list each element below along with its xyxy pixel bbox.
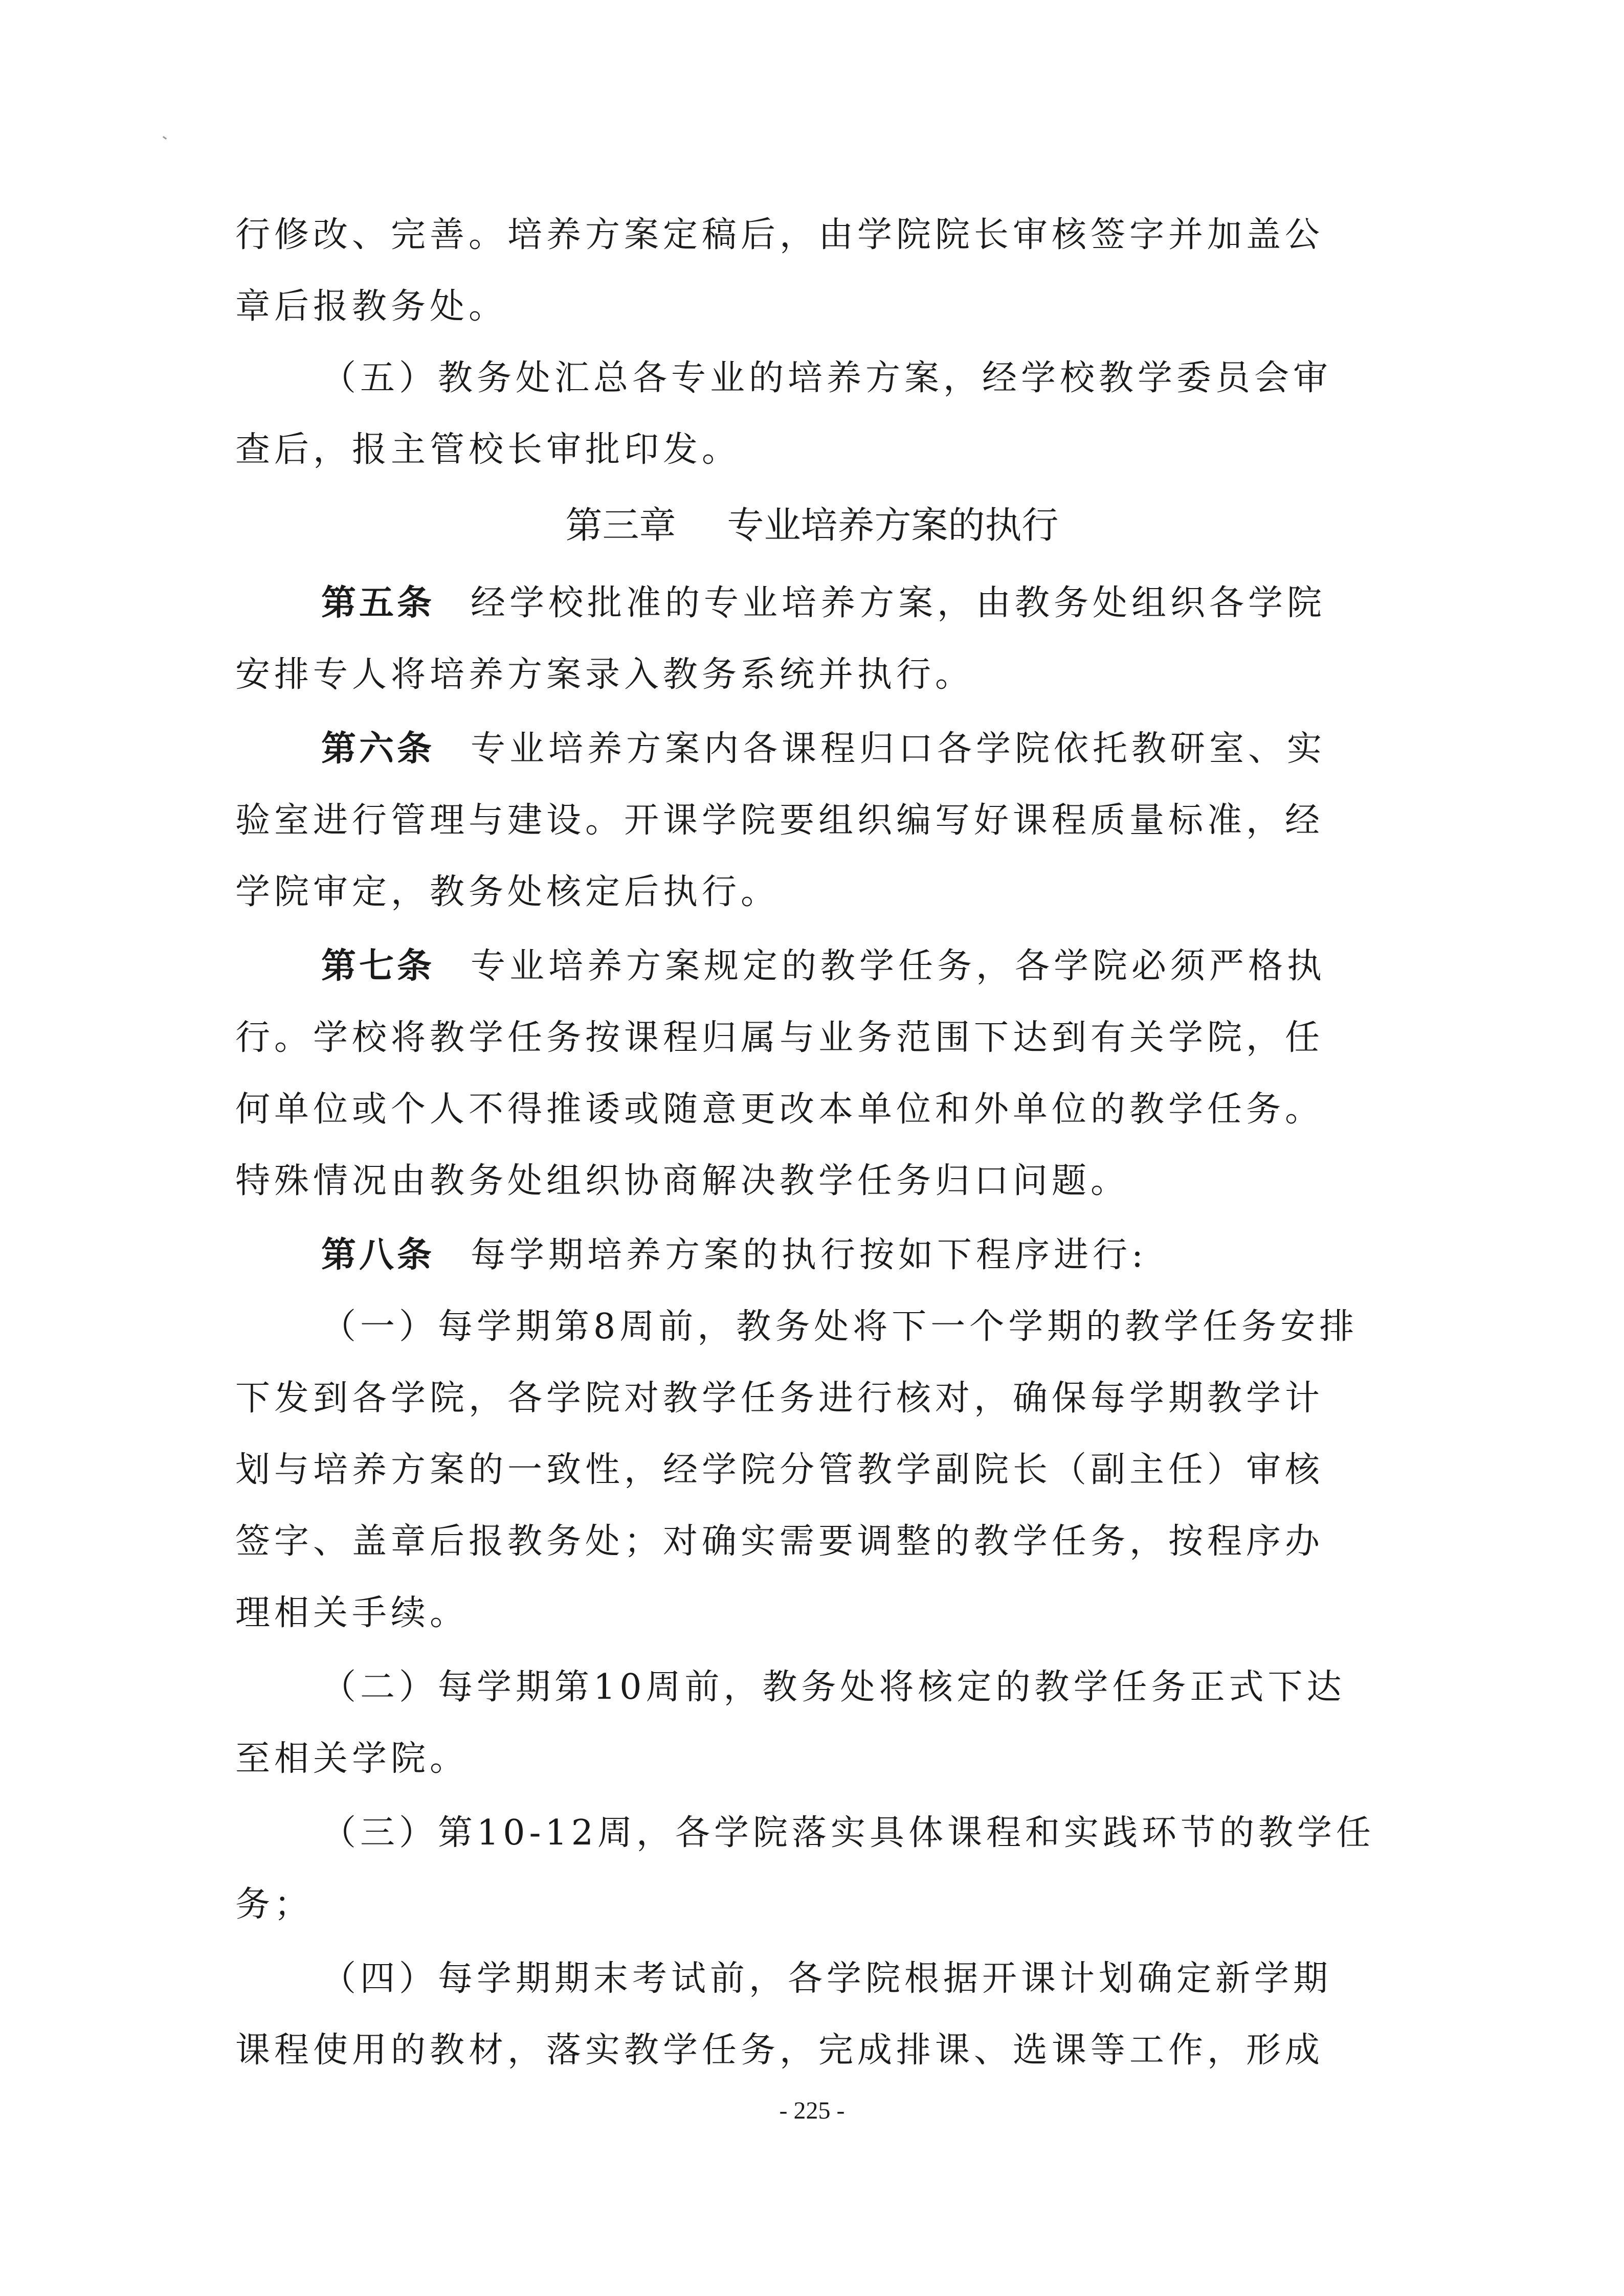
article-label: 第八条 (321, 1235, 435, 1275)
chapter-title: 专业培养方案的执行 (727, 504, 1059, 547)
text-line: （二）每学期第10周前，教务处将核定的教学任务正式下达 (321, 1667, 1346, 1707)
text-line: 签字、盖章后报教务处；对确实需要调整的教学任务，按程序办 (235, 1521, 1324, 1562)
text-line: （一）每学期第8周前，教务处将下一个学期的教学任务安排 (321, 1307, 1359, 1347)
text-line: 行修改、完善。培养方案定稿后，由学院院长审核签字并加盖公 (235, 215, 1324, 255)
text-line: 行。学校将教学任务按课程归属与业务范围下达到有关学院，任 (235, 1018, 1324, 1058)
text-line: 章后报教务处。 (235, 286, 508, 327)
article-text: 专业培养方案内各课程归口各学院依托教研室、实 (471, 729, 1326, 769)
article-6-line (321, 729, 1326, 772)
article-label: 第五条 (321, 583, 435, 623)
text-line: （五）教务处汇总各专业的培养方案，经学校教学委员会审 (321, 358, 1332, 398)
page-number: - 225 - (779, 2097, 845, 2124)
article-label: 第七条 (321, 946, 435, 986)
text-line: （四）每学期期末考试前，各学院根据开课计划确定新学期 (321, 1959, 1332, 1999)
text-line: 理相关手续。 (235, 1593, 469, 1633)
text-line: 何单位或个人不得推诿或随意更改本单位和外单位的教学任务。 (235, 1089, 1324, 1130)
text-line: 务； (235, 1884, 314, 1925)
article-text: 专业培养方案规定的教学任务，各学院必须严格执 (471, 946, 1326, 986)
chapter-heading (0, 504, 1624, 550)
text-line: 验室进行管理与建设。开课学院要组织编写好课程质量标准，经 (235, 800, 1324, 841)
article-text: 每学期培养方案的执行按如下程序进行: (471, 1235, 1147, 1275)
text-line: 下发到各学院，各学院对教学任务进行核对，确保每学期教学计 (235, 1378, 1324, 1419)
text-line: 特殊情况由教务处组织协商解决教学任务归口问题。 (235, 1161, 1130, 1201)
text-line: 至相关学院。 (235, 1739, 469, 1779)
chapter-number: 第三章 (565, 504, 676, 547)
text-line: 学院审定，教务处核定后执行。 (235, 872, 780, 912)
text-line: 查后，报主管校长审批印发。 (235, 430, 741, 470)
scan-mark (163, 136, 167, 140)
text-line: 划与培养方案的一致性，经学院分管教学副院长（副主任）审核 (235, 1450, 1324, 1490)
text-line: （三）第10-12周，各学院落实具体课程和实践环节的教学任 (321, 1813, 1375, 1853)
text-line: 课程使用的教材，落实教学任务，完成排课、选课等工作，形成 (235, 2030, 1324, 2070)
article-label: 第六条 (321, 729, 435, 769)
text-line: 安排专人将培养方案录入教务系统并执行。 (235, 655, 974, 695)
article-8-line (321, 1235, 1147, 1278)
article-7-line (321, 946, 1326, 989)
article-text: 经学校批准的专业培养方案，由教务处组织各学院 (471, 583, 1326, 623)
article-5-line (321, 583, 1326, 626)
